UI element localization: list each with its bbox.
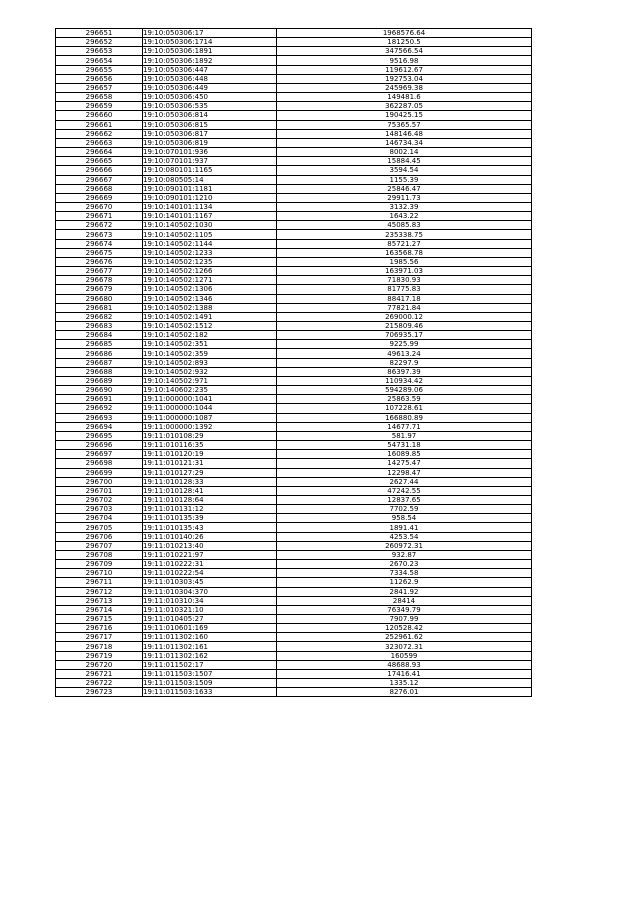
row-number-cell: 296668 [56, 184, 143, 193]
cadastral-number-cell: 19:10:140502:1030 [143, 221, 277, 230]
value-cell: 235338.75 [277, 230, 532, 239]
row-number-cell: 296696 [56, 441, 143, 450]
row-number-cell: 296715 [56, 615, 143, 624]
value-cell: 181250.5 [277, 38, 532, 47]
cadastral-number-cell: 19:11:010221:97 [143, 550, 277, 559]
cadastral-number-cell: 19:11:011502:17 [143, 660, 277, 669]
table-row [56, 120, 532, 129]
table-row [56, 157, 532, 166]
row-number-cell: 296680 [56, 294, 143, 303]
row-number-cell: 296656 [56, 74, 143, 83]
row-number-cell: 296708 [56, 550, 143, 559]
table-row [56, 285, 532, 294]
cadastral-number-cell: 19:10:140502:1235 [143, 257, 277, 266]
value-cell: 1643.22 [277, 212, 532, 221]
row-number-cell: 296707 [56, 541, 143, 550]
cadastral-number-cell: 19:10:140502:1233 [143, 248, 277, 257]
value-cell: 88417.18 [277, 294, 532, 303]
cadastral-number-cell: 19:11:010601:169 [143, 624, 277, 633]
value-cell: 3132.39 [277, 202, 532, 211]
table-row [56, 514, 532, 523]
cadastral-number-cell: 19:10:140502:932 [143, 367, 277, 376]
value-cell: 12298.47 [277, 468, 532, 477]
value-cell: 107228.61 [277, 404, 532, 413]
table-row [56, 38, 532, 47]
row-number-cell: 296665 [56, 157, 143, 166]
value-cell: 252961.62 [277, 633, 532, 642]
row-number-cell: 296712 [56, 587, 143, 596]
cadastral-number-cell: 19:11:010222:31 [143, 560, 277, 569]
table-row [56, 29, 532, 38]
row-number-cell: 296701 [56, 486, 143, 495]
table-row [56, 605, 532, 614]
table-row [56, 322, 532, 331]
row-number-cell: 296661 [56, 120, 143, 129]
table-row [56, 358, 532, 367]
cadastral-number-cell: 19:11:010304:370 [143, 587, 277, 596]
row-number-cell: 296669 [56, 193, 143, 202]
table-row [56, 679, 532, 688]
row-number-cell: 296713 [56, 596, 143, 605]
cadastral-number-cell: 19:10:140502:1271 [143, 276, 277, 285]
cadastral-number-cell: 19:10:050306:535 [143, 102, 277, 111]
cadastral-number-cell: 19:10:050306:450 [143, 93, 277, 102]
row-number-cell: 296670 [56, 202, 143, 211]
table-row [56, 523, 532, 532]
value-cell: 2670.23 [277, 560, 532, 569]
value-cell: 119612.67 [277, 65, 532, 74]
row-number-cell: 296671 [56, 212, 143, 221]
table-row [56, 615, 532, 624]
row-number-cell: 296719 [56, 651, 143, 660]
table-row [56, 450, 532, 459]
cadastral-number-cell: 19:11:010131:12 [143, 505, 277, 514]
value-cell: 362287.05 [277, 102, 532, 111]
value-cell: 71830.93 [277, 276, 532, 285]
cadastral-number-cell: 19:11:010116:35 [143, 441, 277, 450]
table-row [56, 83, 532, 92]
row-number-cell: 296702 [56, 495, 143, 504]
table-row [56, 65, 532, 74]
row-number-cell: 296711 [56, 578, 143, 587]
table-row [56, 331, 532, 340]
table-row [56, 303, 532, 312]
row-number-cell: 296674 [56, 239, 143, 248]
cadastral-number-cell: 19:10:050306:1892 [143, 56, 277, 65]
row-number-cell: 296664 [56, 148, 143, 157]
cadastral-number-cell: 19:11:010127:29 [143, 468, 277, 477]
row-number-cell: 296651 [56, 29, 143, 38]
cadastral-number-cell: 19:11:010135:43 [143, 523, 277, 532]
row-number-cell: 296721 [56, 669, 143, 678]
value-cell: 29911.73 [277, 193, 532, 202]
value-cell: 54731.18 [277, 441, 532, 450]
value-cell: 148146.48 [277, 129, 532, 138]
cadastral-number-cell: 19:10:050306:1891 [143, 47, 277, 56]
cadastral-number-cell: 19:11:010213:40 [143, 541, 277, 550]
table-row [56, 422, 532, 431]
cadastral-number-cell: 19:10:140502:1144 [143, 239, 277, 248]
cadastral-number-cell: 19:11:011302:160 [143, 633, 277, 642]
value-cell: 1985.56 [277, 257, 532, 266]
row-number-cell: 296717 [56, 633, 143, 642]
cadastral-number-cell: 19:10:050306:815 [143, 120, 277, 129]
value-cell: 76349.79 [277, 605, 532, 614]
table-row [56, 56, 532, 65]
value-cell: 2841.92 [277, 587, 532, 596]
value-cell: 75365.57 [277, 120, 532, 129]
table-row [56, 495, 532, 504]
cadastral-number-cell: 19:11:010303:45 [143, 578, 277, 587]
cadastral-number-cell: 19:10:140101:1134 [143, 202, 277, 211]
table-row [56, 386, 532, 395]
table-row [56, 660, 532, 669]
table-row [56, 74, 532, 83]
value-cell: 932.87 [277, 550, 532, 559]
table-row [56, 376, 532, 385]
table-row [56, 404, 532, 413]
table-row [56, 267, 532, 276]
value-cell: 2627.44 [277, 477, 532, 486]
row-number-cell: 296704 [56, 514, 143, 523]
cadastral-number-cell: 19:11:010310:34 [143, 596, 277, 605]
cadastral-number-cell: 19:11:011503:1507 [143, 669, 277, 678]
value-cell: 25846.47 [277, 184, 532, 193]
table-row [56, 560, 532, 569]
row-number-cell: 296673 [56, 230, 143, 239]
cadastral-number-cell: 19:10:140502:1491 [143, 312, 277, 321]
cadastral-number-cell: 19:10:050306:448 [143, 74, 277, 83]
table-row [56, 532, 532, 541]
value-cell: 28414 [277, 596, 532, 605]
table-row [56, 148, 532, 157]
cadastral-number-cell: 19:11:011302:161 [143, 642, 277, 651]
row-number-cell: 296653 [56, 47, 143, 56]
row-number-cell: 296676 [56, 257, 143, 266]
cadastral-number-cell: 19:10:140602:235 [143, 386, 277, 395]
value-cell: 82297.9 [277, 358, 532, 367]
row-number-cell: 296698 [56, 459, 143, 468]
cadastral-number-cell: 19:11:010135:39 [143, 514, 277, 523]
cadastral-number-cell: 19:11:010405:27 [143, 615, 277, 624]
cadastral-number-cell: 19:10:050306:17 [143, 29, 277, 38]
table-row [56, 367, 532, 376]
cadastral-number-cell: 19:10:140502:182 [143, 331, 277, 340]
row-number-cell: 296679 [56, 285, 143, 294]
cadastral-number-cell: 19:11:010222:54 [143, 569, 277, 578]
value-cell: 45085.83 [277, 221, 532, 230]
cadastral-number-cell: 19:11:010128:33 [143, 477, 277, 486]
cadastral-number-cell: 19:10:140502:1512 [143, 322, 277, 331]
value-cell: 1335.12 [277, 679, 532, 688]
cadastral-number-cell: 19:10:140502:351 [143, 340, 277, 349]
value-cell: 49613.24 [277, 349, 532, 358]
table-row [56, 129, 532, 138]
cadastral-number-cell: 19:11:010140:26 [143, 532, 277, 541]
table-row [56, 587, 532, 596]
table-row [56, 102, 532, 111]
cadastral-number-cell: 19:10:140502:1388 [143, 303, 277, 312]
cadastral-number-cell: 19:10:080505:14 [143, 175, 277, 184]
cadastral-number-cell: 19:11:010128:64 [143, 495, 277, 504]
value-cell: 17416.41 [277, 669, 532, 678]
row-number-cell: 296690 [56, 386, 143, 395]
data-table [55, 28, 532, 697]
cadastral-number-cell: 19:10:140502:1306 [143, 285, 277, 294]
cadastral-number-cell: 19:10:140502:1346 [143, 294, 277, 303]
cadastral-number-cell: 19:11:011503:1509 [143, 679, 277, 688]
table-row [56, 166, 532, 175]
table-row [56, 239, 532, 248]
row-number-cell: 296709 [56, 560, 143, 569]
row-number-cell: 296662 [56, 129, 143, 138]
value-cell: 14275.47 [277, 459, 532, 468]
cadastral-number-cell: 19:10:050306:449 [143, 83, 277, 92]
value-cell: 9516.98 [277, 56, 532, 65]
row-number-cell: 296723 [56, 688, 143, 697]
row-number-cell: 296714 [56, 605, 143, 614]
cadastral-number-cell: 19:11:010120:19 [143, 450, 277, 459]
row-number-cell: 296684 [56, 331, 143, 340]
value-cell: 110934.42 [277, 376, 532, 385]
table-row [56, 651, 532, 660]
row-number-cell: 296692 [56, 404, 143, 413]
table-row [56, 459, 532, 468]
row-number-cell: 296655 [56, 65, 143, 74]
row-number-cell: 296654 [56, 56, 143, 65]
table-row [56, 184, 532, 193]
table-row [56, 111, 532, 120]
row-number-cell: 296675 [56, 248, 143, 257]
cadastral-number-cell: 19:10:140502:893 [143, 358, 277, 367]
row-number-cell: 296663 [56, 138, 143, 147]
table-row [56, 47, 532, 56]
table-row [56, 221, 532, 230]
table-row [56, 541, 532, 550]
value-cell: 581.97 [277, 431, 532, 440]
table-row [56, 93, 532, 102]
cadastral-number-cell: 19:10:090101:1181 [143, 184, 277, 193]
row-number-cell: 296703 [56, 505, 143, 514]
row-number-cell: 296681 [56, 303, 143, 312]
cadastral-number-cell: 19:10:050306:1714 [143, 38, 277, 47]
value-cell: 149481.6 [277, 93, 532, 102]
value-cell: 146734.34 [277, 138, 532, 147]
value-cell: 25863.59 [277, 395, 532, 404]
table-row [56, 349, 532, 358]
row-number-cell: 296699 [56, 468, 143, 477]
cadastral-number-cell: 19:11:010108:29 [143, 431, 277, 440]
value-cell: 120528.42 [277, 624, 532, 633]
row-number-cell: 296697 [56, 450, 143, 459]
table-row [56, 193, 532, 202]
value-cell: 1155.39 [277, 175, 532, 184]
cadastral-number-cell: 19:10:070101:936 [143, 148, 277, 157]
value-cell: 190425.15 [277, 111, 532, 120]
row-number-cell: 296705 [56, 523, 143, 532]
table-body [56, 29, 532, 697]
table-row [56, 248, 532, 257]
cadastral-number-cell: 19:11:011503:1633 [143, 688, 277, 697]
row-number-cell: 296666 [56, 166, 143, 175]
table-row [56, 642, 532, 651]
cadastral-number-cell: 19:10:090101:1210 [143, 193, 277, 202]
cadastral-number-cell: 19:11:010321:10 [143, 605, 277, 614]
table-row [56, 688, 532, 697]
row-number-cell: 296722 [56, 679, 143, 688]
value-cell: 245969.38 [277, 83, 532, 92]
value-cell: 11262.9 [277, 578, 532, 587]
cadastral-number-cell: 19:10:140502:1105 [143, 230, 277, 239]
row-number-cell: 296694 [56, 422, 143, 431]
cadastral-number-cell: 19:10:050306:814 [143, 111, 277, 120]
row-number-cell: 296687 [56, 358, 143, 367]
cadastral-number-cell: 19:10:140502:1266 [143, 267, 277, 276]
cadastral-number-cell: 19:10:140101:1167 [143, 212, 277, 221]
value-cell: 81775.83 [277, 285, 532, 294]
value-cell: 192753.04 [277, 74, 532, 83]
value-cell: 9225.99 [277, 340, 532, 349]
table-row [56, 312, 532, 321]
value-cell: 160599 [277, 651, 532, 660]
table-row [56, 505, 532, 514]
value-cell: 215809.46 [277, 322, 532, 331]
row-number-cell: 296691 [56, 395, 143, 404]
value-cell: 166880.89 [277, 413, 532, 422]
table-row [56, 550, 532, 559]
row-number-cell: 296682 [56, 312, 143, 321]
value-cell: 12837.65 [277, 495, 532, 504]
row-number-cell: 296706 [56, 532, 143, 541]
value-cell: 8002.14 [277, 148, 532, 157]
table-row [56, 596, 532, 605]
value-cell: 958.54 [277, 514, 532, 523]
row-number-cell: 296685 [56, 340, 143, 349]
cadastral-number-cell: 19:11:000000:1087 [143, 413, 277, 422]
row-number-cell: 296678 [56, 276, 143, 285]
value-cell: 48688.93 [277, 660, 532, 669]
cadastral-number-cell: 19:11:000000:1392 [143, 422, 277, 431]
value-cell: 594289.06 [277, 386, 532, 395]
cadastral-number-cell: 19:10:070101:937 [143, 157, 277, 166]
table-row [56, 202, 532, 211]
table-row [56, 468, 532, 477]
row-number-cell: 296660 [56, 111, 143, 120]
cadastral-number-cell: 19:10:050306:819 [143, 138, 277, 147]
value-cell: 3594.54 [277, 166, 532, 175]
table-row [56, 212, 532, 221]
table-row [56, 633, 532, 642]
value-cell: 1968576.64 [277, 29, 532, 38]
value-cell: 4253.54 [277, 532, 532, 541]
row-number-cell: 296718 [56, 642, 143, 651]
table-row [56, 138, 532, 147]
row-number-cell: 296716 [56, 624, 143, 633]
cadastral-number-cell: 19:11:000000:1041 [143, 395, 277, 404]
value-cell: 47242.55 [277, 486, 532, 495]
value-cell: 163971.03 [277, 267, 532, 276]
table-row [56, 486, 532, 495]
cadastral-number-cell: 19:11:000000:1044 [143, 404, 277, 413]
table-row [56, 624, 532, 633]
value-cell: 323072.31 [277, 642, 532, 651]
table-row [56, 175, 532, 184]
row-number-cell: 296657 [56, 83, 143, 92]
value-cell: 8276.01 [277, 688, 532, 697]
value-cell: 16089.85 [277, 450, 532, 459]
value-cell: 85721.27 [277, 239, 532, 248]
row-number-cell: 296659 [56, 102, 143, 111]
row-number-cell: 296700 [56, 477, 143, 486]
table-row [56, 431, 532, 440]
cadastral-number-cell: 19:10:140502:359 [143, 349, 277, 358]
table-row [56, 477, 532, 486]
row-number-cell: 296686 [56, 349, 143, 358]
value-cell: 86397.39 [277, 367, 532, 376]
row-number-cell: 296689 [56, 376, 143, 385]
row-number-cell: 296695 [56, 431, 143, 440]
table-row [56, 395, 532, 404]
cadastral-number-cell: 19:10:080101:1165 [143, 166, 277, 175]
table-row [56, 578, 532, 587]
value-cell: 347566.54 [277, 47, 532, 56]
value-cell: 706935.17 [277, 331, 532, 340]
value-cell: 7702.59 [277, 505, 532, 514]
value-cell: 15884.45 [277, 157, 532, 166]
table-row [56, 294, 532, 303]
value-cell: 77821.84 [277, 303, 532, 312]
row-number-cell: 296672 [56, 221, 143, 230]
row-number-cell: 296683 [56, 322, 143, 331]
value-cell: 7907.99 [277, 615, 532, 624]
value-cell: 1891.41 [277, 523, 532, 532]
table-row [56, 413, 532, 422]
row-number-cell: 296710 [56, 569, 143, 578]
table-row [56, 441, 532, 450]
row-number-cell: 296688 [56, 367, 143, 376]
table-row [56, 669, 532, 678]
cadastral-number-cell: 19:11:010128:41 [143, 486, 277, 495]
table-row [56, 276, 532, 285]
cadastral-number-cell: 19:10:050306:817 [143, 129, 277, 138]
table-row [56, 340, 532, 349]
row-number-cell: 296720 [56, 660, 143, 669]
row-number-cell: 296693 [56, 413, 143, 422]
row-number-cell: 296677 [56, 267, 143, 276]
cadastral-number-cell: 19:11:011302:162 [143, 651, 277, 660]
table-row [56, 230, 532, 239]
cadastral-number-cell: 19:10:050306:447 [143, 65, 277, 74]
cadastral-number-cell: 19:11:010121:31 [143, 459, 277, 468]
row-number-cell: 296652 [56, 38, 143, 47]
row-number-cell: 296658 [56, 93, 143, 102]
value-cell: 163568.78 [277, 248, 532, 257]
row-number-cell: 296667 [56, 175, 143, 184]
value-cell: 7334.58 [277, 569, 532, 578]
cadastral-number-cell: 19:10:140502:971 [143, 376, 277, 385]
value-cell: 14677.71 [277, 422, 532, 431]
table-row [56, 569, 532, 578]
value-cell: 269000.12 [277, 312, 532, 321]
value-cell: 260972.31 [277, 541, 532, 550]
table-row [56, 257, 532, 266]
